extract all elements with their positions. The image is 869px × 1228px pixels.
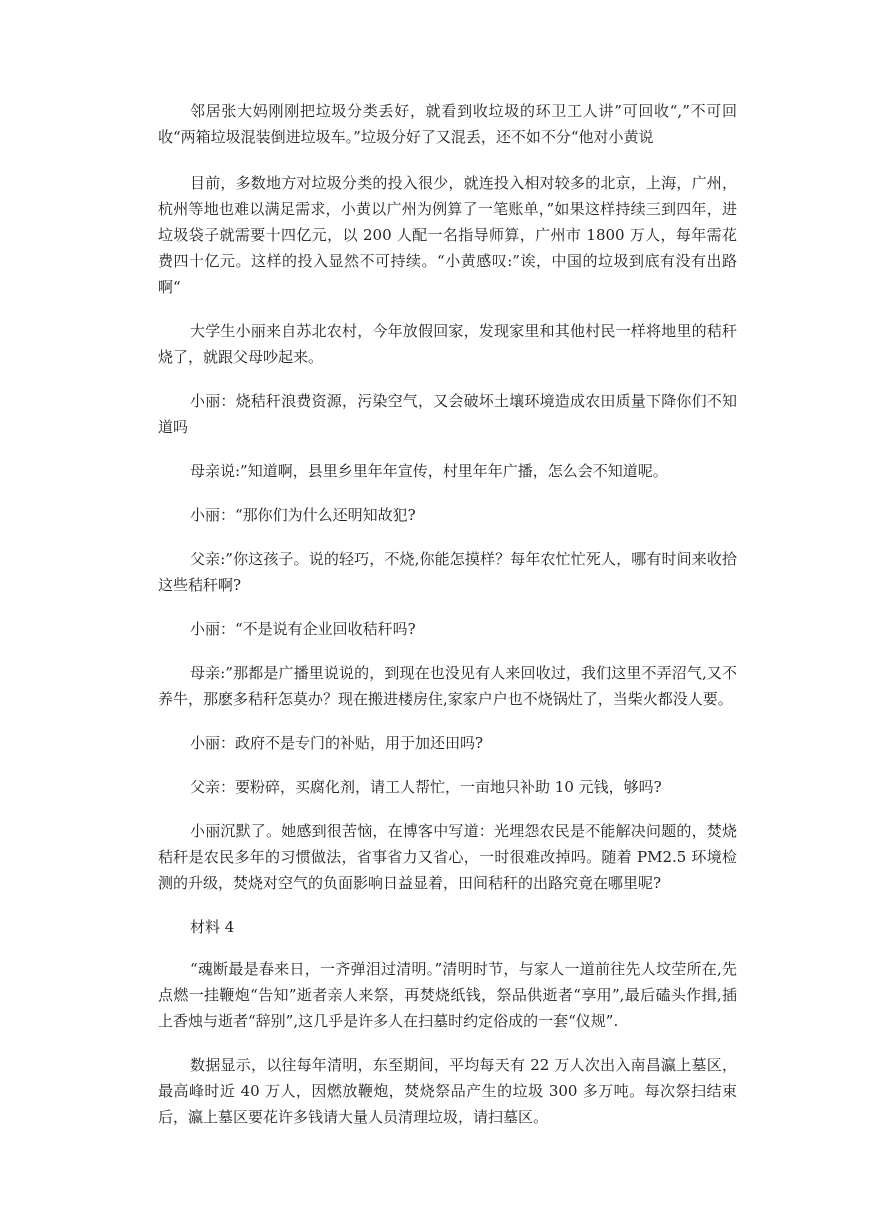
paragraph-xiaoli-blog: 小丽沉默了。她感到很苦恼，在博客中写道：光埋怨农民是不能解决问题的，焚烧秸秆是农民多年的习惯做法，省事省力又省心，一时很难改掉吗。随着 PM2.5 环境检测的升级，焚烧对空气的负面影响日益显着，田间秸秆的出路究竟在哪里呢? xyxy=(158,822,737,892)
paragraph-garbage-mixing: 邻居张大妈刚刚把垃圾分类丢好，就看到收垃圾的环卫工人讲”可回收“,”不可回收“两箱垃圾混装倒进垃圾车。”垃圾分好了又混丢，还不如不分“他对小黄说 xyxy=(158,102,737,146)
paragraph-dialogue-8: 父亲：要粉碎，买腐化剂，请工人帮忙，一亩地只补助 10 元钱，够吗? xyxy=(190,778,662,796)
paragraph-dialogue-6: 母亲:”那都是广播里说说的，到现在也没见有人来回收过，我们这里不弄沼气,又不养牛，那麽多秸秆怎莫办？现在搬进楼房住,家家户户也不烧锅灶了，当柴火都没人要。 xyxy=(158,664,737,708)
paragraph-dialogue-3: 小丽：“那你们为什么还明知故犯? xyxy=(190,506,416,524)
paragraph-dialogue-1: 小丽：烧秸秆浪费资源，污染空气，又会破坏土壤环境造成农田质量下降你们不知道吗 xyxy=(158,392,737,436)
paragraph-dialogue-7: 小丽：政府不是专门的补贴，用于加还田吗? xyxy=(190,734,484,752)
paragraph-dialogue-4: 父亲:”你这孩子。说的轻巧，不烧,你能怎摸样？每年农忙忙死人，哪有时间来收拾这些秸秆啊? xyxy=(158,550,737,594)
paragraph-xiaoli-intro: 大学生小丽来自苏北农村，今年放假回家，发现家里和其他村民一样将地里的秸秆烧了，就跟父母吵起来。 xyxy=(158,322,737,366)
paragraph-data: 数据显示，以往每年清明，东至期间，平均每天有 22 万人次出入南昌瀛上墓区，最高峰时近 40 万人，因燃放鞭炮，焚烧祭品产生的垃圾 300 多万吨。每次祭扫结束后，瀛上墓区要花许多钱请大量人员清理垃圾，请扫墓区。 xyxy=(158,1056,737,1126)
paragraph-qingming: “魂断最是春来日，一齐弹泪过清明。”清明时节，与家人一道前往先人坟茔所在,先点燃一挂鞭炮“告知”逝者亲人来祭，再焚烧纸钱，祭品供逝者“享用”,最后磕头作揖,插上香烛与逝者“辞别”,这几乎是许多人在扫墓时约定俗成的一套“仪规”. xyxy=(158,960,737,1030)
paragraph-dialogue-2: 母亲说:”知道啊，县里乡里年年宣传，村里年年广播，怎么会不知道呢。 xyxy=(190,462,668,480)
paragraph-garbage-cost: 目前，多数地方对垃圾分类的投入很少，就连投入相对较多的北京，上海，广州，杭州等地也难以满足需求，小黄以广州为例算了一笔账单，”如果这样持续三到四年，进垃圾袋子就需要十四亿元，以 200 人配一名指导师算，广州市 1800 万人，每年需花费四十亿元。这样的投入显然不可持续。“小黄感叹:”诶，中国的垃圾到底有没有出路啊“ xyxy=(158,174,737,296)
section-heading-material-4: 材料 4 xyxy=(190,918,235,936)
paragraph-dialogue-5: 小丽：“不是说有企业回收秸秆吗? xyxy=(190,620,416,638)
